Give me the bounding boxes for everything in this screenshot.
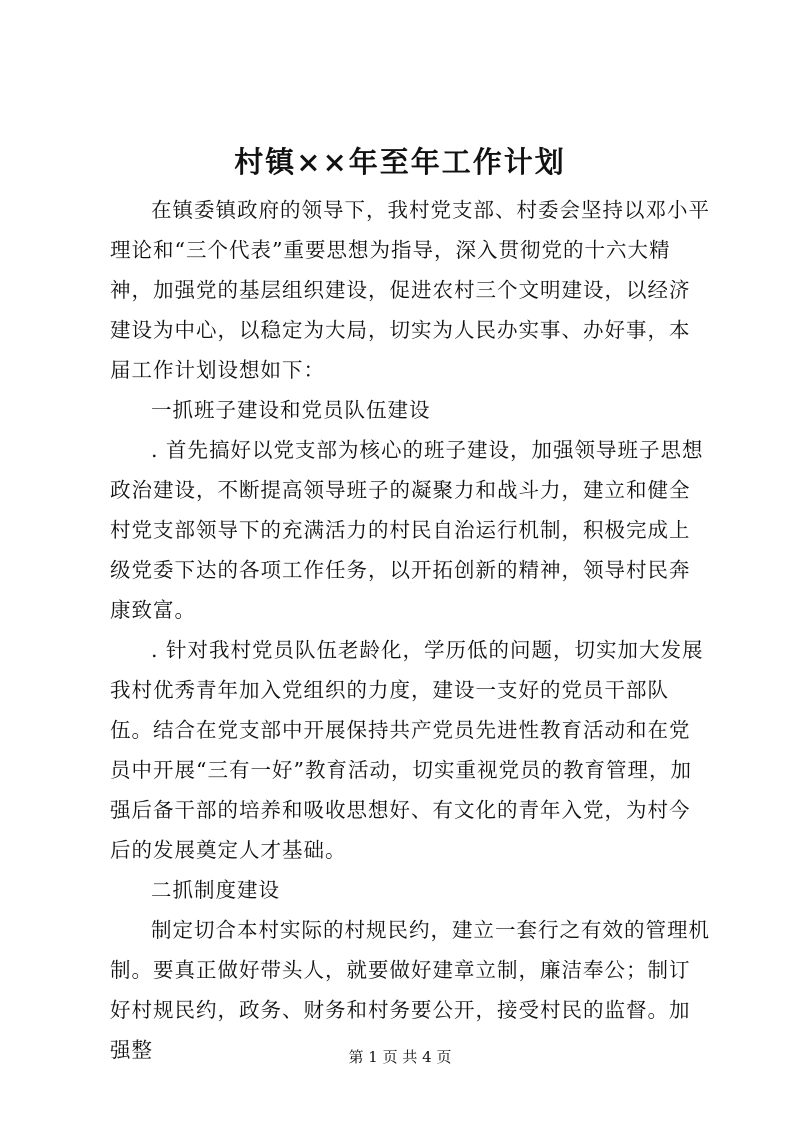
paragraph-intro: 在镇委镇政府的领导下，我村党支部、村委会坚持以邓小平理论和“三个代表”重要思想为指导，深入贯彻党的十六大精神，加强党的基层组织建设，促进农村三个文明建设，以经济建设为中心，以稳定为大局，切实为人民办实事、办好事，本届工作计划设想如下： [110,198,710,382]
section-heading-1: 一抓班子建设和党员队伍建设 [151,398,431,422]
page-title: 村镇××年至年工作计划 [234,145,566,179]
page-number-footer: 第 1 页 共 4 页 [348,1048,452,1066]
document-body [110,190,710,1070]
section-heading-2: 二抓制度建设 [151,878,280,902]
paragraph-party-members: . 针对我村党员队伍老龄化，学历低的问题，切实加大发展我村优秀青年加入党组织的力度，建设一支好的党员干部队伍。结合在党支部中开展保持共产党员先进性教育活动和在党员中开展“三有一好”教育活动，切实重视党员的教育管理，加强后备干部的培养和吸收思想好、有文化的青年入党，为村今后的发展奠定人才基础。 [110,638,704,862]
paragraph-rules: 制定切合本村实际的村规民约，建立一套行之有效的管理机制。要真正做好带头人，就要做好建章立制，廉洁奉公；制订好村规民约，政务、财务和村务要公开，接受村民的监督。加强整 [110,918,710,1062]
paragraph-team-building: . 首先搞好以党支部为核心的班子建设，加强领导班子思想政治建设，不断提高领导班子的凝聚力和战斗力，建立和健全村党支部领导下的充满活力的村民自治运行机制，积极完成上级党委下达的各项工作任务，以开拓创新的精神，领导村民奔康致富。 [110,438,704,622]
